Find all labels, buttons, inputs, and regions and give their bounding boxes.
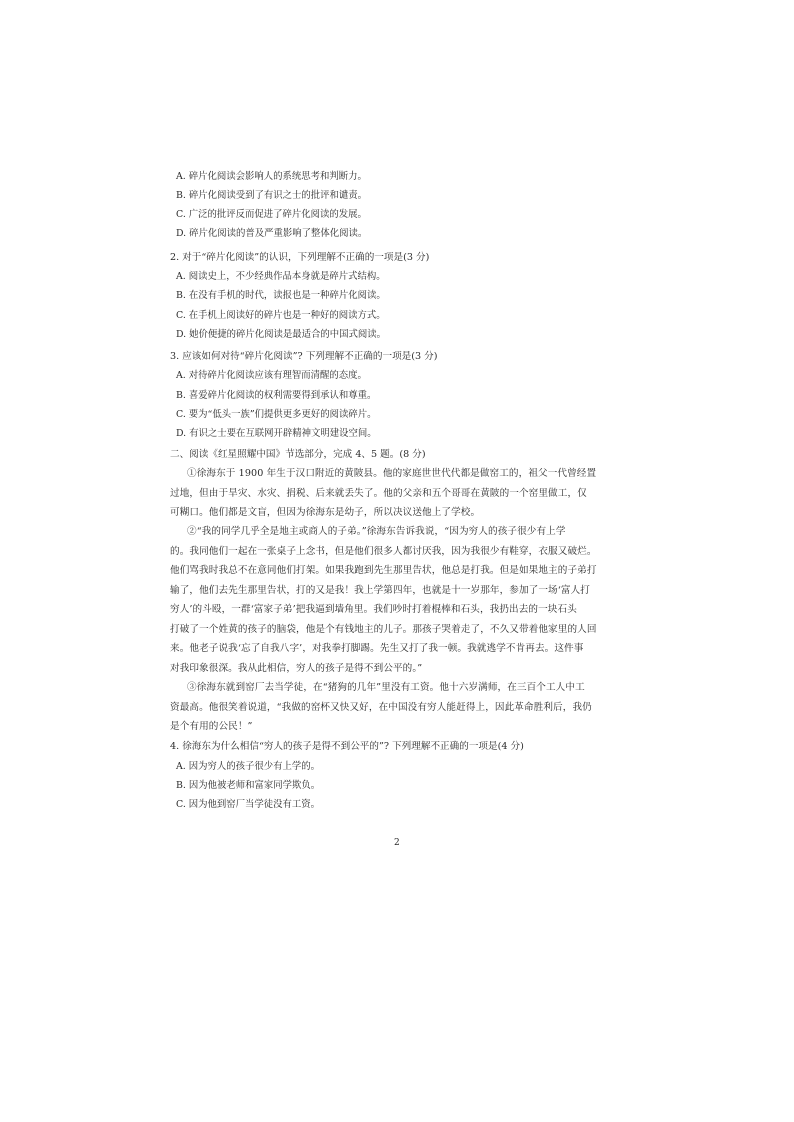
q4-stem: 4. 徐海东为什么相信“穷人的孩子是得不到公平的”? 下列理解不正确的一项是(4 分)	[170, 741, 524, 752]
q3-option-a: A. 对待碎片化阅读应该有理智而清醒的态度。	[176, 370, 367, 381]
passage-p2-line: ②“我的同学几乎全是地主或商人的子弟。”徐海东告诉我说，“因为穷人的孩子很少有上学	[187, 526, 566, 537]
q4-option-b: B. 因为他被老师和富家同学欺负。	[176, 780, 321, 791]
q2-option-c: C. 在手机上阅读好的碎片也是一种好的阅读方式。	[176, 310, 386, 321]
passage-p2-line: 的。我同他们一起在一张桌子上念书，但是他们很多人都讨厌我，因为我很少有鞋穿，衣服又破烂。	[170, 546, 597, 557]
passage-p1-line: 过地，但由于旱灾、水灾、捐税、后来就丢失了。他的父亲和五个哥哥在黄陂的一个窑里做工，仅	[170, 488, 587, 499]
q3-option-b: B. 喜爱碎片化阅读的权利需要得到承认和尊重。	[176, 390, 377, 401]
passage-p2-line: 穷人’的斗殴，一群‘富家子弟’把我逼到墙角里。我们吵时打着棍棒和石头，我扔出去的一块石头	[170, 604, 577, 615]
passage-p2-line: 打破了一个姓黄的孩子的脑袋，他是个有钱地主的儿子。那孩子哭着走了，不久又带着他家里的人回	[170, 624, 597, 635]
q3-option-c: C. 要为“低头一族”们提供更多更好的阅读碎片。	[176, 409, 377, 420]
passage-p2-line: 输了，他们去先生那里告状，打的又是我！我上学第四年，也就是十一岁那年，参加了一场‘富人打	[170, 585, 590, 596]
q1-option-b: B. 碎片化阅读受到了有识之士的批评和谴责。	[176, 190, 367, 201]
q2-option-b: B. 在没有手机的时代，读报也是一种碎片化阅读。	[176, 290, 386, 301]
section2-heading: 二、阅读《红星照耀中国》节选部分，完成 4、5 题。(8 分)	[170, 449, 426, 460]
passage-p2-line: 来。他老子说我‘忘了自我八字’，对我拳打脚踢。先生又打了我一顿。我就逃学不肯再去。这件事	[170, 643, 584, 654]
q4-option-a: A. 因为穷人的孩子很少有上学的。	[176, 761, 320, 772]
passage-p2-line: 他们骂我时我总不在意同他们打架。如果我跑到先生那里告状，他总是打我。但是如果地主的子弟打	[170, 565, 597, 576]
passage-p3-line: ③徐海东就到窑厂去当学徒，在“猪狗的几年”里没有工资。他十六岁满师，在三百个工人中工	[187, 682, 585, 693]
q2-option-d: D. 她价便捷的碎片化阅读是最适合的中国式阅读。	[176, 329, 387, 340]
q1-option-d: D. 碎片化阅读的普及严重影响了整体化阅读。	[176, 228, 368, 239]
q1-option-a: A. 碎片化阅读会影响人的系统思考和判断力。	[176, 171, 367, 182]
page-number: 2	[394, 838, 400, 848]
q3-stem: 3. 应该如何对待“碎片化阅读”? 下列理解不正确的一项是(3 分)	[170, 351, 438, 362]
passage-p1-line: ①徐海东于 1900 年生于汉口附近的黄陂县。他的家庭世世代代都是做窑工的，祖父一代曾经置	[187, 468, 597, 479]
passage-p1-line: 可糊口。他们都是文盲，但因为徐海东是幼子，所以决议送他上了学校。	[170, 507, 481, 518]
passage-p2-line: 对我印象很深。我从此相信，穷人的孩子是得不到公平的。”	[170, 663, 423, 674]
q4-option-c: C. 因为他到窑厂当学徒没有工资。	[176, 799, 321, 810]
passage-p3-line: 是个有用的公民！”	[170, 721, 253, 732]
passage-p3-line: 资最高。他很笑着说道，“我做的窑杯又快又好，在中国没有穷人能赶得上，因此革命胜利后，我仍	[170, 702, 592, 713]
q1-option-c: C. 广泛的批评反而促进了碎片化阅读的发展。	[176, 209, 367, 220]
q2-stem: 2. 对于“碎片化阅读”的认识，下列理解不正确的一项是(3 分)	[170, 252, 430, 263]
q2-option-a: A. 阅读史上，不少经典作品本身就是碎片式结构。	[176, 271, 386, 282]
q3-option-d: D. 有识之士要在互联网开辟精神文明建设空间。	[176, 428, 377, 439]
